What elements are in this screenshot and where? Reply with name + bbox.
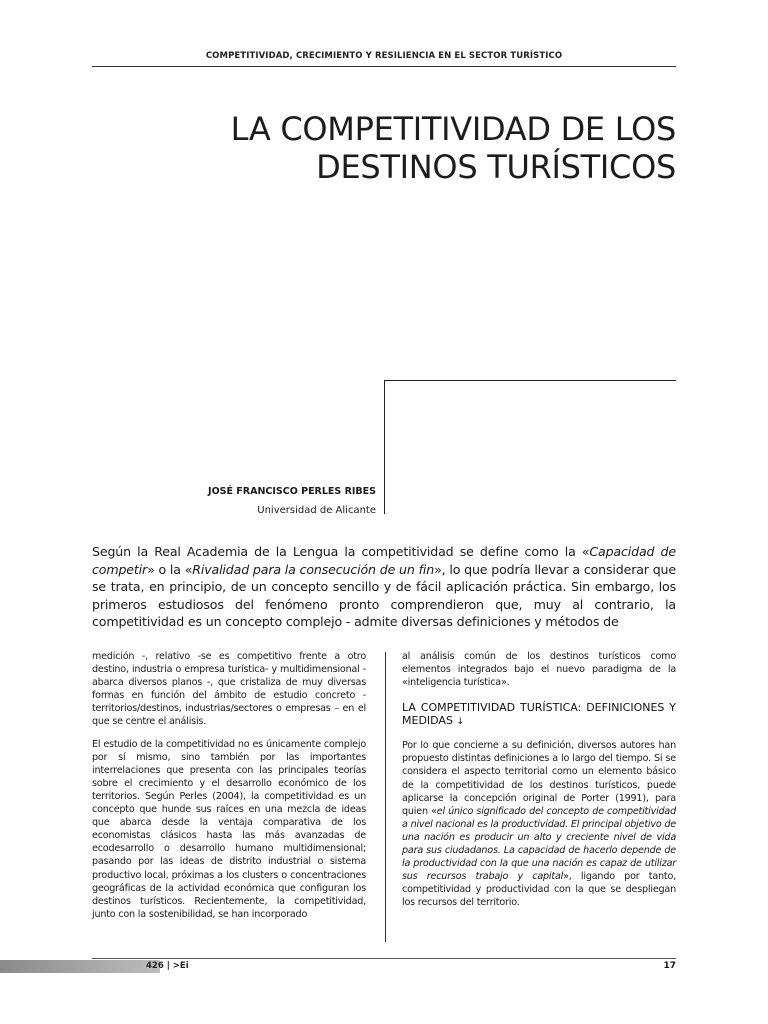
running-head: COMPETITIVIDAD, CRECIMIENTO Y RESILIENCIA EN EL SECTOR TURÍSTICO — [205, 51, 563, 61]
porter-quote: el único significado del concepto de competitividad a nivel nacional es la productividad. El principal objetivo de una nación es producir un alto y creciente nivel de vida para sus ciudadanos. La capacidad de hacerlo depende de la productividad con la que una nación es capaz de utilizar sus recursos trabajo y capital — [402, 805, 676, 883]
title-line-1: LA COMPETITIVIDAD DE LOS — [230, 110, 676, 148]
footer-issue — [146, 960, 189, 973]
abstract-text-2: » o la « — [147, 561, 193, 577]
right-paragraph-2 — [402, 739, 676, 909]
down-arrow-icon: ↓ — [456, 717, 464, 728]
section-heading-text: LA COMPETITIVIDAD TURÍSTICA: DEFINICIONES Y MEDIDAS — [402, 701, 676, 728]
frame-left-rule — [384, 380, 385, 514]
abstract-quote-2: Rivalidad para la consecución de un fin — [192, 561, 435, 577]
right-text-1: Por lo que concierne a su definición, diversos autores han propuesto distintas definiciones a lo largo del tiempo. Si se considera el aspecto territorial como un elemento básico de la competitividad de los destinos turísticos, puede aplicarse la concepción original de Porter (1991), para quien « — [402, 740, 676, 817]
footer-rule — [92, 958, 676, 959]
header-rule — [92, 66, 676, 67]
left-paragraph-1: medición -, relativo -se es competitivo frente a otro destino, industria o empresa turística- y multidimensional - abarca diversos planos -, que cristaliza de muy diversas formas en función del ámbito de estudio concreto -territorios/destinos, industrias/sectores o empresas – en el que se centre el análisis. — [92, 651, 366, 728]
abstract — [92, 543, 676, 631]
column-divider — [385, 652, 386, 942]
frame-top-rule — [384, 380, 676, 381]
issue-number: 426 — [146, 961, 164, 971]
left-paragraph-2: El estudio de la competitividad no es únicamente complejo por sí mismo, sino también por las importantes interrelaciones que presenta con las principales teorías sobre el crecimiento y el desarrollo económico de los territorios. Según Perles (2004), la competitividad es un concepto que hunde sus raíces en una mezcla de ideas que abarca desde la ventaja comparativa de los economistas clásicos hasta las más avanzadas de ecodesarrollo o desarrollo humano multidimensional; pasando por las ideas de distrito industrial o sistema productivo local, próximas a los clusters o concentraciones geográficas de la actividad económica que configuran los destinos turísticos. Recientemente, la competitividad, junto con la sostenibilidad, se han incorporado — [92, 738, 366, 920]
right-paragraph-1: al análisis común de los destinos turísticos como elementos integrados bajo el nuevo paradigma de la «inteligencia turística». — [402, 651, 676, 689]
author-name: JOSÉ FRANCISCO PERLES RIBES — [208, 486, 376, 497]
right-text-2: », ligando por tanto, competitividad y productividad con la que se despliegan los recursos del territorio. — [402, 871, 676, 909]
page-number: 17 — [663, 961, 676, 971]
abstract-text-1: Según la Real Academia de la Lengua la competitividad se define como la « — [92, 544, 590, 559]
section-heading — [402, 701, 676, 729]
author-affiliation: Universidad de Alicante — [257, 505, 376, 516]
abstract-text-3: », lo que podría llevar a considerar que se trata, en principio, de un concepto sencillo y de fácil aplicación práctica. Sin embargo, los primeros estudiosos del fenómeno pronto comprendieron que, muy al contrario, la competitividad es un concepto complejo - admite diversas definiciones y métodos de — [92, 561, 676, 630]
right-column — [402, 650, 676, 919]
abstract-paragraph — [92, 543, 676, 631]
abstract-quote-1: Capacidad de competir — [92, 544, 676, 577]
journal-mark: | >Ei — [163, 961, 189, 971]
left-column — [92, 650, 366, 930]
footer-band — [0, 960, 160, 973]
article-title — [156, 110, 676, 186]
title-line-2: DESTINOS TURÍSTICOS — [316, 148, 676, 186]
